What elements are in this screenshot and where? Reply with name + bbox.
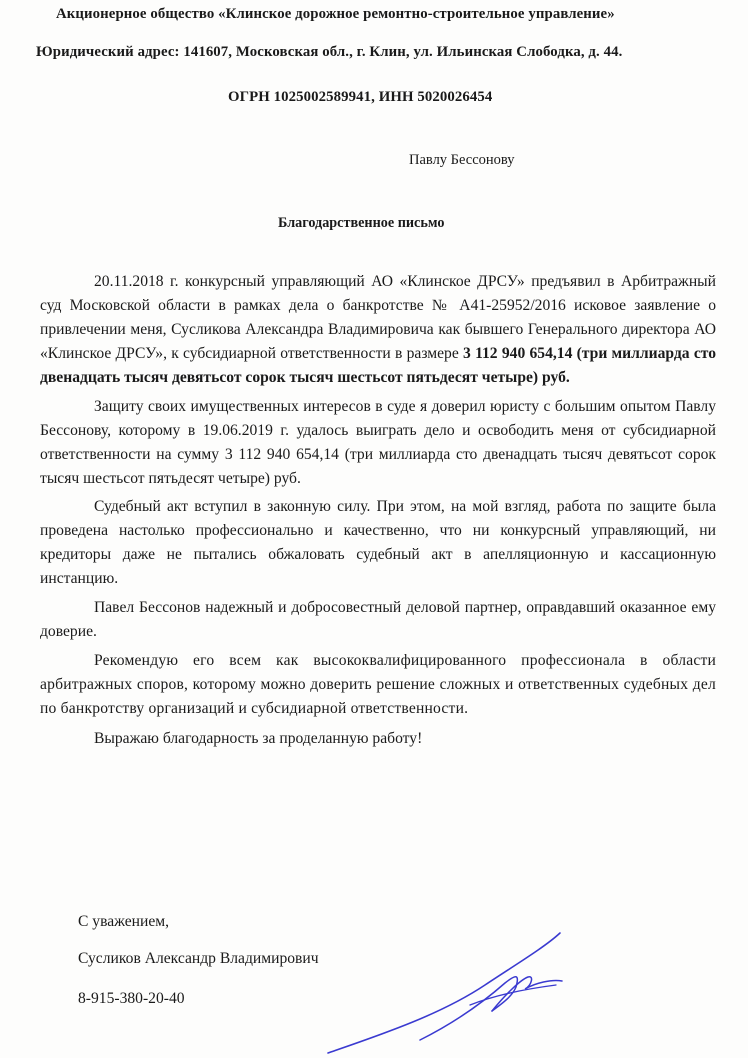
- paragraph-ruling: Судебный акт вступил в законную силу. При этом, на мой взгляд, работа по защите была проведена настолько профессионально и качественно, что ни конкурсный управляющий, ни кредиторы даже не пытались обжаловать судебный акт в апелляционную и кассационную инстанцию.: [40, 498, 716, 587]
- handwritten-signature: [320, 925, 570, 1058]
- registration-numbers: ОГРН 1025002589941, ИНН 5020026454: [228, 89, 493, 105]
- paragraph-defense: Защиту своих имущественных интересов в суде я доверил юристу с большим опытом Павлу Бессонову, которому в 19.06.2019 г. удалось выиграть дело и освободить меня от субсидиарной ответственности на сумму 3 112 940 654,14 (три миллиарда сто двенадцать тысяч девятьсот сорок тысяч шестьсот пятьдесят четыре) руб.: [40, 398, 716, 487]
- addressee: Павлу Бессонову: [409, 152, 515, 168]
- company-name: Акционерное общество «Клинское дорожное ремонтно-строительное управление»: [56, 6, 615, 22]
- letter-title: Благодарственное письмо: [278, 215, 445, 231]
- paragraph-partner: Павел Бессонов надежный и добросовестный деловой партнер, оправдавший оказанное ему доверие.: [40, 599, 716, 640]
- letter-body: [40, 270, 716, 751]
- paragraph-claim-text: 20.11.2018 г. конкурсный управляющий АО «Клинское ДРСУ» предъявил в Арбитражный суд Московской области в рамках дела о банкротстве № А41-25952/2016 исковое заявление о привлечении меня, Сусликова Александра Владимировича как бывшего Генерального директора АО «Клинское ДРСУ», к субсидиарной ответственности в размере: [40, 273, 716, 362]
- legal-address: Юридический адрес: 141607, Московская обл., г. Клин, ул. Ильинская Слободка, д. 44.: [36, 44, 623, 60]
- signer-name: Сусликов Александр Владимирович: [78, 950, 319, 967]
- paragraph-gratitude: Выражаю благодарность за проделанную работу!: [94, 730, 423, 747]
- claim-amount: 3 112 940 654,14 (три миллиарда сто двенадцать тысяч девятьсот сорок тысяч шестьсот пятьдесят четыре) руб.: [40, 345, 717, 386]
- signer-phone: 8-915-380-20-40: [78, 990, 185, 1007]
- paragraph-recommendation: Рекомендую его всем как высококвалифицированного профессионала в области арбитражных споров, которому можно доверить решение сложных и ответственных судебных дел по банкротству организаций и субсидиарной ответственности.: [40, 652, 716, 717]
- paragraph-claim: [40, 270, 716, 390]
- closing-regards: С уважением,: [78, 913, 170, 930]
